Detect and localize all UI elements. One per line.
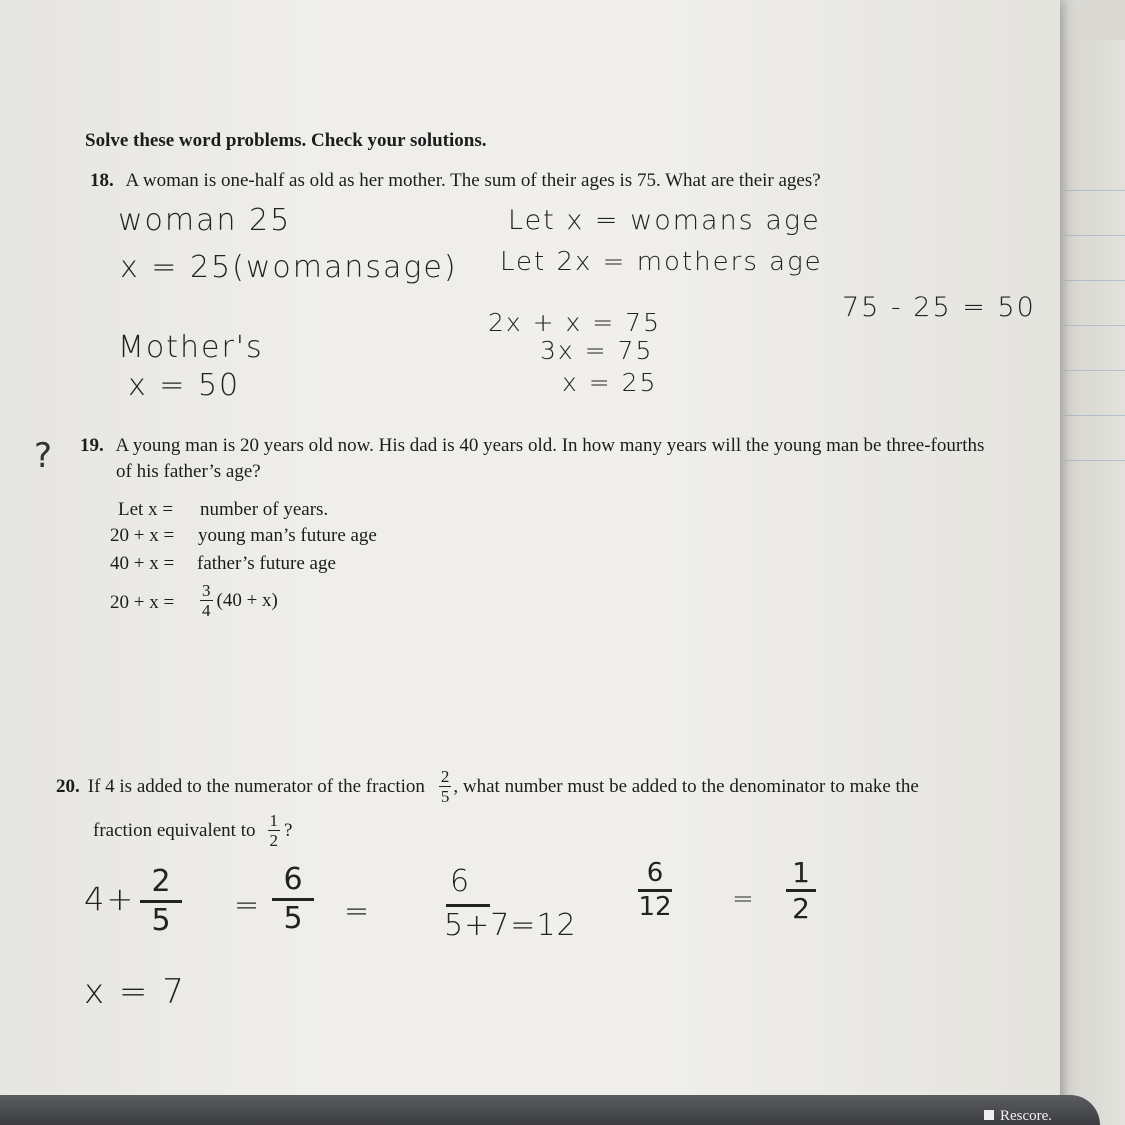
- eq-line-1-right: number of years.: [200, 499, 329, 520]
- problem-number: 19.: [80, 435, 104, 456]
- eq-line-3-right: father’s future age: [197, 553, 336, 574]
- eq-line-4-left: 20 + x =: [110, 592, 175, 613]
- hand-equals-3: =: [732, 884, 756, 914]
- fraction-two-fifths: $\frac{2}{5}$: [440, 767, 450, 806]
- hand-eq3: x = 25: [562, 368, 658, 397]
- problem-number: 20.: [56, 775, 80, 797]
- checkbox-icon: [984, 1110, 994, 1120]
- eq-line-2-left: 20 + x =: [110, 525, 175, 546]
- hand-4-plus: 4+: [84, 880, 136, 918]
- hand-woman-25: woman 25: [118, 203, 292, 238]
- hand-frac-1-2: 1 2: [786, 858, 816, 924]
- problem-18: [90, 170, 821, 192]
- hand-eq1: 2x + x = 75: [488, 308, 661, 337]
- hand-equals-2: =: [344, 894, 372, 929]
- hand-frac-6-12: 6 12: [638, 858, 672, 923]
- eq-line-3-left: 40 + x =: [110, 553, 175, 574]
- hand-let-2x: Let 2x = mothers age: [500, 247, 823, 277]
- problem-text: A woman is one-half as old as her mother. The sum of their ages is 75. What are their ages?: [125, 170, 821, 191]
- problem-20: 20. If 4 is added to the numerator of the fraction $\frac{2}{5}$ , what number must be added to the denominator to make the: [56, 767, 919, 806]
- hand-frac-bar: [446, 904, 490, 907]
- instruction-text: Solve these word problems. Check your solutions.: [85, 130, 487, 151]
- hand-answer: x = 7: [84, 972, 186, 1012]
- problem-19-line2: of his father’s age?: [116, 461, 261, 482]
- hand-check: 75 - 25 = 50: [842, 292, 1036, 323]
- fraction-three-fourths: $\frac{3}{4}$: [202, 581, 211, 620]
- eq-line-4-right: $\frac{3}{4}$ (40 + x): [202, 581, 278, 620]
- hand-mother-x-50: x = 50: [128, 368, 241, 403]
- problem-20-line2: fraction equivalent to $\frac{1}{2}$ ?: [93, 811, 293, 850]
- hand-5-plus-7-eq-12: 5+7=12: [444, 908, 577, 943]
- hand-eq2: 3x = 75: [540, 336, 654, 365]
- problem-number: 18.: [90, 170, 114, 191]
- hand-frac-2-5: 2 5: [140, 866, 182, 936]
- margin-question-mark: ?: [34, 436, 53, 476]
- hand-mothers-label: Mother's: [118, 330, 264, 365]
- problem-19: [80, 435, 984, 457]
- fraction-one-half: $\frac{1}{2}$: [269, 811, 278, 850]
- problem-text-line1: A young man is 20 years old now. His dad is 40 years old. In how many years will the young man be three-fourths: [115, 435, 985, 456]
- hand-equals-1: =: [234, 888, 262, 923]
- hand-6-numerator: 6: [450, 864, 472, 899]
- eq-line-1-left: Let x =: [118, 499, 174, 520]
- eq-line-2-right: young man’s future age: [198, 525, 377, 546]
- footer-bar: [0, 1095, 1100, 1125]
- hand-frac-6-5: 6 5: [272, 864, 314, 934]
- hand-x-equals-25: x = 25(womansage): [120, 250, 458, 285]
- hand-let-x: Let x = womans age: [508, 205, 821, 236]
- rescore-label[interactable]: Rescore.: [984, 1108, 1052, 1125]
